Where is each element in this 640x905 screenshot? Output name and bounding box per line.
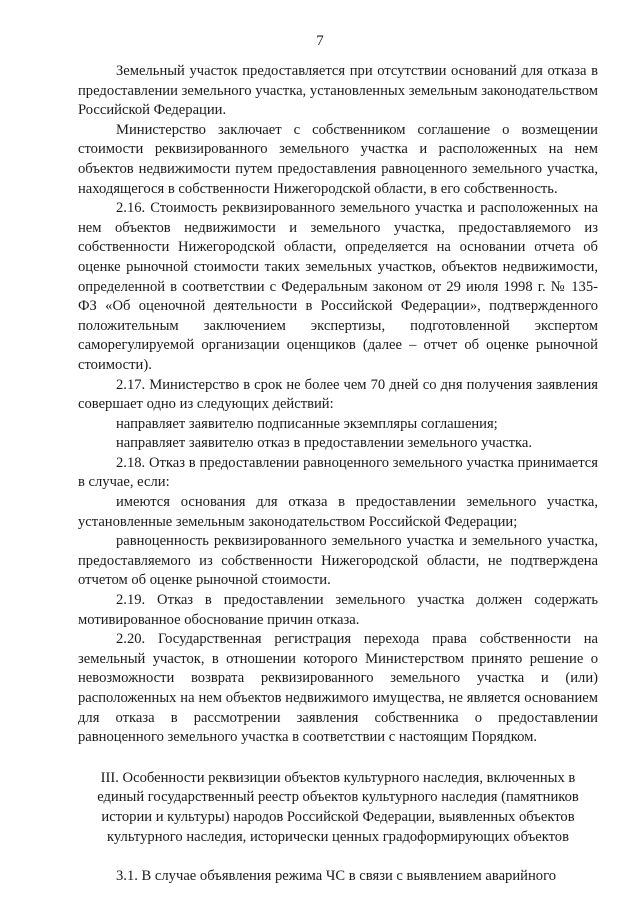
paragraph: 2.18. Отказ в предоставлении равноценного земельного участка принимается в случае, если: xyxy=(78,454,598,491)
list-item: направляет заявителю подписанные экземпляры соглашения; xyxy=(116,415,498,432)
page-number: 7 xyxy=(316,33,324,49)
section-heading: III. Особенности реквизиции объектов культурного наследия, включенных в единый государственный реестр объектов культурного наследия (памятников истории и культуры) народов Российской Федерации, выявленных объектов культурного наследия, исторически ценных градоформирующих объектов xyxy=(97,769,579,845)
document-body xyxy=(78,62,598,887)
paragraph: 2.17. Министерство в срок не более чем 70 дней со дня получения заявления совершает одно из следующих действий: xyxy=(78,376,598,413)
paragraph: Земельный участок предоставляется при отсутствии оснований для отказа в предоставлении земельного участка, установленных земельным законодательством Российской Федерации. xyxy=(78,63,598,119)
paragraph: Министерство заключает с собственником соглашение о возмещении стоимости реквизированного земельного участка и расположенных на нем объектов недвижимости путем предоставления равноценного земельного участка, находящегося в собственности Нижегородской области, в его собственность. xyxy=(78,121,598,197)
paragraph: 3.1. В случае объявления режима ЧС в связи с выявлением аварийного xyxy=(116,868,556,885)
list-item: направляет заявителю отказ в предоставлении земельного участка. xyxy=(116,435,533,452)
paragraph: 2.19. Отказ в предоставлении земельного участка должен содержать мотивированное обоснование причин отказа. xyxy=(78,592,598,628)
list-item: равноценность реквизированного земельного участка и земельного участка, предоставляемого из собственности Нижегородской области, не подтверждена отчетом об оценке рыночной стоимости. xyxy=(78,533,598,589)
list-item: имеются основания для отказа в предоставлении земельного участка, установленные земельным законодательством Российской Федерации; xyxy=(78,494,598,530)
paragraph: 2.16. Стоимость реквизированного земельного участка и расположенных на нем объектов недвижимости и земельного участка, предоставляемого из собственности Нижегородской области, определяется на основании отчета об оценке рыночной стоимости таких земельных участков, объектов недвижимости, определенной в соответствии с Федеральным законом от 29 июля 1998 г. № 135-ФЗ «Об оценочной деятельности в Российской Федерации», подтвержденного положительным заключением экспертизы, подготовленной экспертом саморегулируемой организации оценщиков (далее – отчет об оценке рыночной стоимости). xyxy=(78,200,598,373)
paragraph: 2.20. Государственная регистрация перехода права собственности на земельный участок, в отношении которого Министерством принято решение о невозможности возврата реквизированного земельного участка и (или) расположенных на нем объектов недвижимого имущества, не является основанием для отказа в рассмотрении заявления собственника о предоставлении равноценного земельного участка в соответствии с настоящим Порядком. xyxy=(78,631,598,746)
